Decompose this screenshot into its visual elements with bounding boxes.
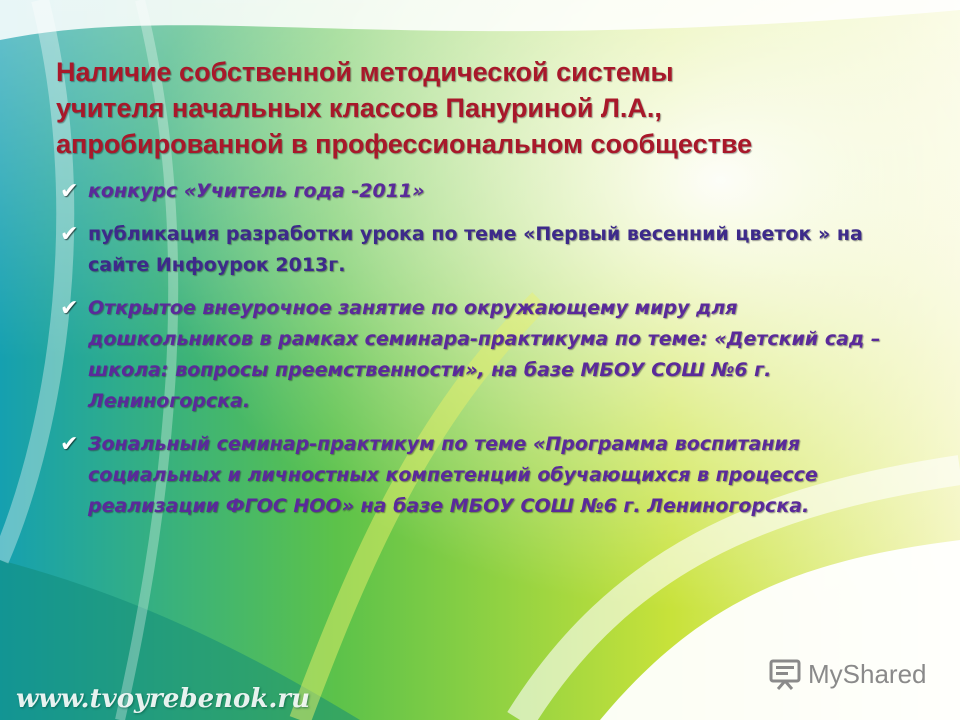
- watermark-url: www.tvoyrebenok.ru: [16, 684, 311, 714]
- myshared-logo[interactable]: [768, 656, 927, 692]
- slide-title: [56, 54, 916, 162]
- bullet-item: [60, 176, 900, 207]
- bullet-text: Открытое внеурочное занятие по окружающему миру для дошкольников в рамках семинара-практикума по теме: «Детский сад – школа: вопросы преемственности», на базе МБОУ СОШ №6 г. Лениногорска.: [88, 297, 881, 412]
- checkmark-icon: ✔: [60, 432, 79, 457]
- checkmark-icon: ✔: [60, 296, 79, 321]
- title-line: Наличие собственной методической системы: [56, 57, 674, 87]
- presentation-board-icon: [768, 657, 802, 691]
- bullet-item: [60, 293, 900, 417]
- bullet-item: [60, 429, 900, 522]
- bullet-text: публикация разработки урока по теме «Первый весенний цветок » на сайте Инфоурок 2013г.: [88, 223, 863, 276]
- logo-text: MyShared: [808, 658, 927, 689]
- bullet-item: [60, 219, 900, 281]
- checkmark-icon: ✔: [60, 222, 79, 247]
- bullet-text: Зональный семинар-практикум по теме «Программа воспитания социальных и личностных компетенций обучающихся в процессе реализации ФГОС НОО» на базе МБОУ СОШ №6 г. Лениногорска.: [88, 433, 818, 517]
- bullet-list: [60, 176, 900, 534]
- title-line: апробированной в профессиональном сообществе: [56, 129, 753, 159]
- checkmark-icon: ✔: [60, 179, 79, 204]
- title-line: учителя начальных классов Пануриной Л.А.,: [56, 93, 662, 123]
- bullet-text: конкурс «Учитель года -2011»: [88, 180, 425, 202]
